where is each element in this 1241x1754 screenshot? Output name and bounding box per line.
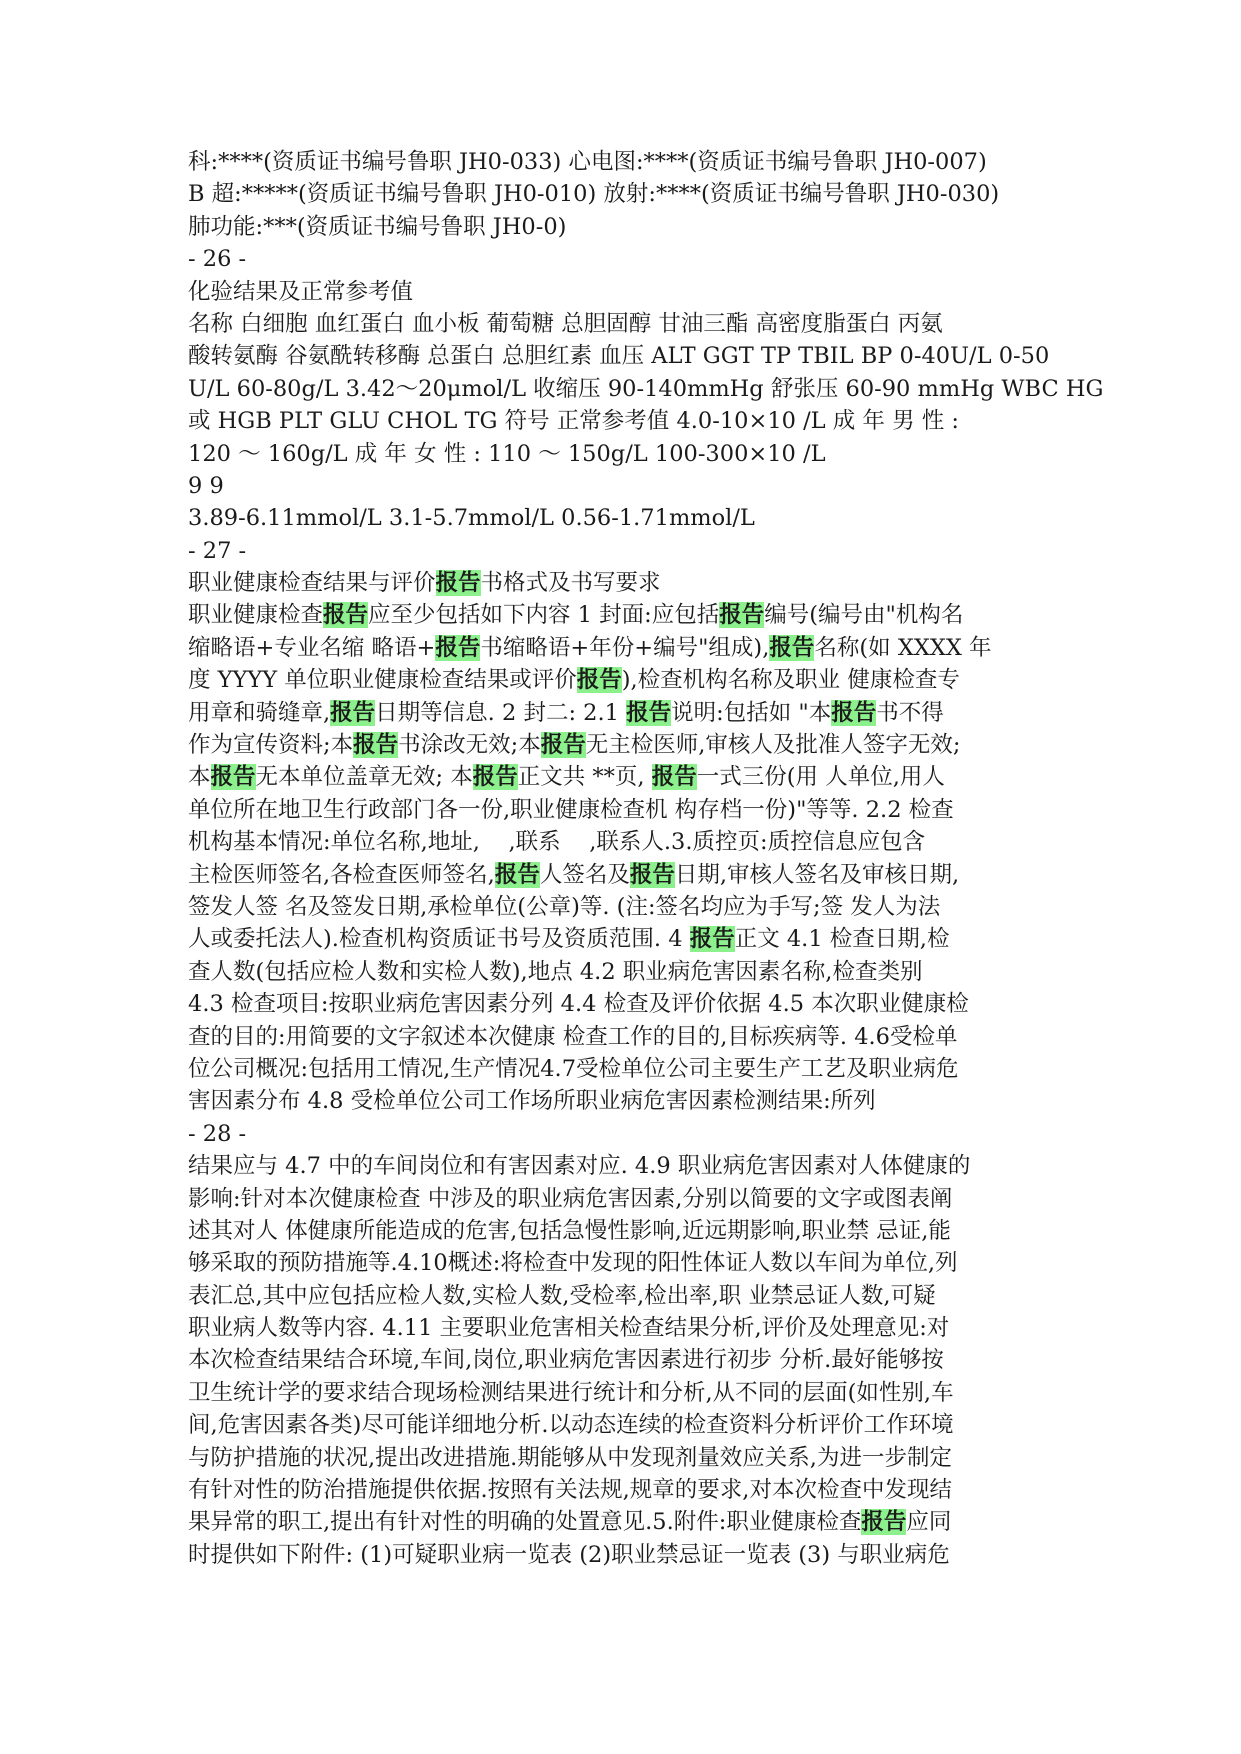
search-highlight: 报告: [494, 861, 540, 888]
search-highlight: 报告: [651, 764, 697, 791]
text-line: 签发人签 名及签发日期,承检单位(公章)等. (注:签名均应为手写;签 发人为法: [188, 893, 941, 920]
text-line: 职业健康检查结果与评价报告书格式及书写要求: [188, 570, 661, 597]
text-line: 查的目的:用简要的文字叙述本次健康 检查工作的目的,目标疾病等. 4.6受检单: [188, 1023, 958, 1050]
search-highlight: 报告: [629, 861, 675, 888]
search-highlight: 报告: [435, 634, 481, 661]
text-line: 度 YYYY 单位职业健康检查结果或评价报告),检查机构名称及职业 健康检查专: [188, 667, 960, 694]
text-line: 位公司概况:包括用工情况,生产情况4.7受检单位公司主要生产工艺及职业病危: [188, 1055, 959, 1082]
text-line: 间,危害因素各类)尽可能详细地分析.以动态连续的检查资料分析评价工作环境: [188, 1412, 954, 1439]
text-line: 结果应与 4.7 中的车间岗位和有害因素对应. 4.9 职业病危害因素对人体健康的: [188, 1153, 971, 1180]
text-line: 机构基本情况:单位名称,地址, ,联系 ,联系人.3.质控页:质控信息应包含: [188, 829, 926, 856]
text-line: 述其对人 体健康所能造成的危害,包括急慢性影响,近远期影响,职业禁 忌证,能: [188, 1217, 951, 1244]
search-highlight: 报告: [689, 926, 735, 953]
search-highlight: 报告: [626, 699, 672, 726]
text-line: 名称 白细胞 血红蛋白 血小板 葡萄糖 总胆固醇 甘油三酯 高密度脂蛋白 丙氨: [188, 310, 943, 337]
text-line: 影响:针对本次健康检查 中涉及的职业病危害因素,分别以简要的文字或图表阐: [188, 1185, 953, 1212]
text-line: 缩略语+专业名缩 略语+报告书缩略语+年份+编号"组成),报告名称(如 XXXX 年: [188, 634, 992, 661]
text-line: 时提供如下附件: (1)可疑职业病一览表 (2)职业禁忌证一览表 (3) 与职业病危: [188, 1541, 950, 1568]
text-line: 害因素分布 4.8 受检单位公司工作场所职业病危害因素检测结果:所列: [188, 1088, 876, 1115]
search-highlight: 报告: [210, 764, 256, 791]
search-highlight: 报告: [435, 570, 481, 597]
text-line: 职业病人数等内容. 4.11 主要职业危害相关检查结果分析,评价及处理意见:对: [188, 1315, 950, 1342]
text-line: B 超:*****(资质证书编号鲁职 JH0-010) 放射:****(资质证书编号鲁职 JH0-030): [188, 181, 1000, 208]
text-line: 9 9: [188, 472, 224, 499]
search-highlight: 报告: [831, 699, 877, 726]
text-line: 单位所在地卫生行政部门各一份,职业健康检查机 构存档一份)"等等. 2.2 检查: [188, 796, 954, 823]
search-highlight: 报告: [769, 634, 815, 661]
search-highlight: 报告: [576, 667, 622, 694]
text-line: 或 HGB PLT GLU CHOL TG 符号 正常参考值 4.0-10×10 /L 成 年 男 性 :: [188, 408, 959, 435]
search-highlight: 报告: [472, 764, 518, 791]
text-line: 120 ～ 160g/L 成 年 女 性 : 110 ～ 150g/L 100-300×10 /L: [188, 440, 826, 467]
search-highlight: 报告: [540, 732, 586, 759]
text-line: 本次检查结果结合环境,车间,岗位,职业病危害因素进行初步 分析.最好能够按: [188, 1347, 944, 1374]
text-line: 本报告无本单位盖章无效; 本报告正文共 **页, 报告一式三份(用 人单位,用人: [188, 764, 945, 791]
text-line: 3.89-6.11mmol/L 3.1-5.7mmol/L 0.56-1.71mmol/L: [188, 505, 755, 532]
text-line: 查人数(包括应检人数和实检人数),地点 4.2 职业病危害因素名称,检查类别: [188, 958, 923, 985]
search-highlight: 报告: [719, 602, 765, 629]
text-line: 表汇总,其中应包括应检人数,实检人数,受检率,检出率,职 业禁忌证人数,可疑: [188, 1282, 936, 1309]
document-body: [188, 146, 1104, 1571]
text-line: 果异常的职工,提出有针对性的明确的处置意见.5.附件:职业健康检查报告应同: [188, 1509, 952, 1536]
text-line: - 28 -: [188, 1120, 247, 1147]
text-line: 人或委托法人).检查机构资质证书号及资质范围. 4 报告正文 4.1 检查日期,检: [188, 926, 950, 953]
search-highlight: 报告: [861, 1509, 907, 1536]
text-line: 化验结果及正常参考值: [188, 278, 414, 305]
text-line: 有针对性的防治措施提供依据.按照有关法规,规章的要求,对本次检查中发现结: [188, 1477, 952, 1504]
text-line: 4.3 检查项目:按职业病危害因素分列 4.4 检查及评价依据 4.5 本次职业健康检: [188, 991, 969, 1018]
search-highlight: 报告: [353, 732, 399, 759]
text-line: 职业健康检查报告应至少包括如下内容 1 封面:应包括报告编号(编号由"机构名: [188, 602, 964, 629]
text-line: 用章和骑缝章,报告日期等信息. 2 封二: 2.1 报告说明:包括如 "本报告书不得: [188, 699, 944, 726]
search-highlight: 报告: [330, 699, 376, 726]
text-line: 够采取的预防措施等.4.10概述:将检查中发现的阳性体证人数以车间为单位,列: [188, 1250, 958, 1277]
text-line: - 26 -: [188, 246, 247, 273]
search-highlight: 报告: [323, 602, 369, 629]
text-line: 主检医师签名,各检查医师签名,报告人签名及报告日期,审核人签名及审核日期,: [188, 861, 960, 888]
text-line: U/L 60-80g/L 3.42～20μmol/L 收缩压 90-140mmHg 舒张压 60-90 mmHg WBC HG: [188, 375, 1104, 402]
text-line: 科:****(资质证书编号鲁职 JH0-033) 心电图:****(资质证书编号鲁职 JH0-007): [188, 149, 987, 175]
text-line: 与防护措施的状况,提出改进措施.期能够从中发现剂量效应关系,为进一步制定: [188, 1444, 952, 1471]
text-line: 作为宣传资料;本报告书涂改无效;本报告无主检医师,审核人及批准人签字无效;: [188, 732, 961, 759]
text-line: 卫生统计学的要求结合现场检测结果进行统计和分析,从不同的层面(如性别,车: [188, 1379, 954, 1406]
text-line: - 27 -: [188, 537, 247, 564]
text-line: 肺功能:***(资质证书编号鲁职 JH0-0): [188, 213, 567, 240]
text-line: 酸转氨酶 谷氨酰转移酶 总蛋白 总胆红素 血压 ALT GGT TP TBIL BP 0-40U/L 0-50: [188, 343, 1050, 370]
